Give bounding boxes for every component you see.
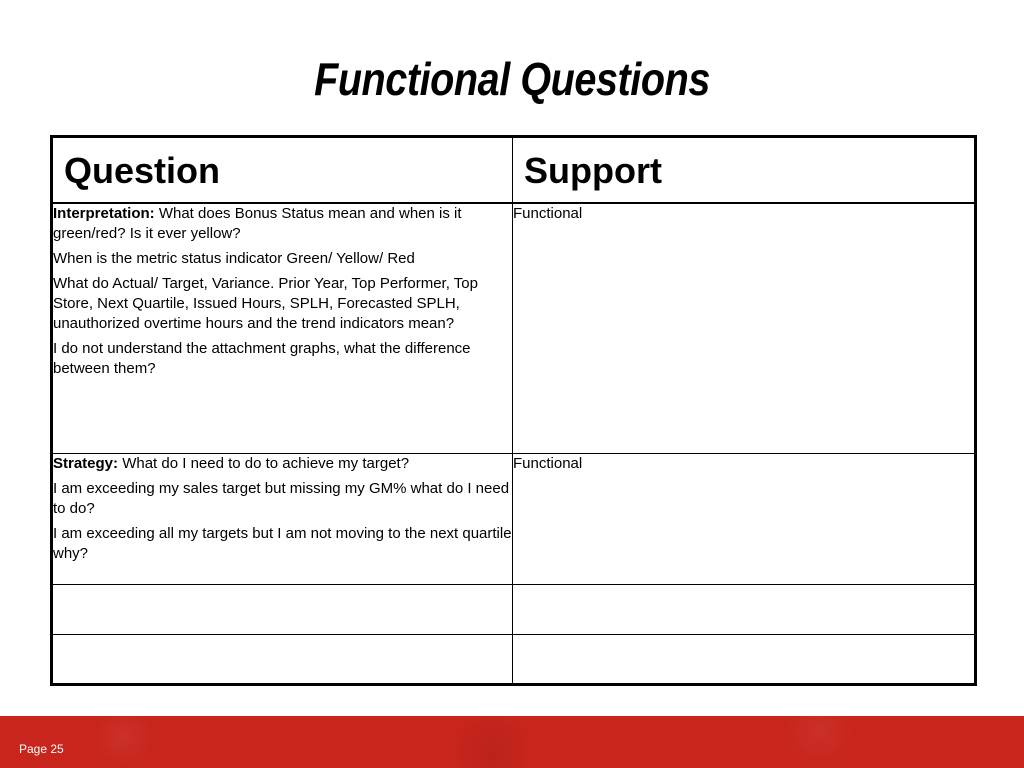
strategy-lead [53, 454, 512, 474]
strategy-line: I am exceeding my sales target but missing my GM% what do I need to do? [53, 480, 510, 517]
interpretation-line: When is the metric status indicator Green/ Yellow/ Red [53, 249, 415, 267]
slide-title: Functional Questions [314, 53, 710, 105]
footer-bar [0, 716, 1024, 768]
table-row [52, 454, 976, 585]
interpretation-line: I do not understand the attachment graphs, what the difference between them? [53, 339, 471, 377]
question-cell-interpretation [52, 203, 513, 454]
question-cell-empty [52, 585, 513, 635]
table-header-row [52, 137, 976, 203]
table-row [52, 203, 976, 454]
interpretation-label: Interpretation: [53, 204, 155, 222]
header-support: Support [513, 137, 976, 203]
page-number: Page 25 [19, 742, 64, 756]
questions-table [50, 135, 977, 686]
header-question: Question [52, 137, 513, 203]
strategy-line: I am exceeding all my targets but I am not moving to the next quartile why? [53, 525, 512, 562]
question-cell-strategy [52, 454, 513, 585]
support-cell-strategy: Functional [513, 454, 976, 585]
interpretation-lead-text: What does Bonus Status mean and when is it green/red? Is it ever yellow? [53, 204, 462, 242]
support-cell-empty [513, 635, 976, 685]
table-row [52, 585, 976, 635]
table-row [52, 635, 976, 685]
interpretation-line: What do Actual/ Target, Variance. Prior Year, Top Performer, Top Store, Next Quartile, Issued Hours, SPLH, Forecasted SPLH, unauthorized overtime hours and the trend indicators mean? [53, 274, 478, 332]
interpretation-lead [53, 204, 512, 244]
support-cell-interpretation: Functional [513, 203, 976, 454]
support-cell-empty [513, 585, 976, 635]
question-cell-empty [52, 635, 513, 685]
strategy-lead-text: What do I need to do to achieve my target? [122, 455, 410, 472]
strategy-label: Strategy: [53, 455, 119, 472]
